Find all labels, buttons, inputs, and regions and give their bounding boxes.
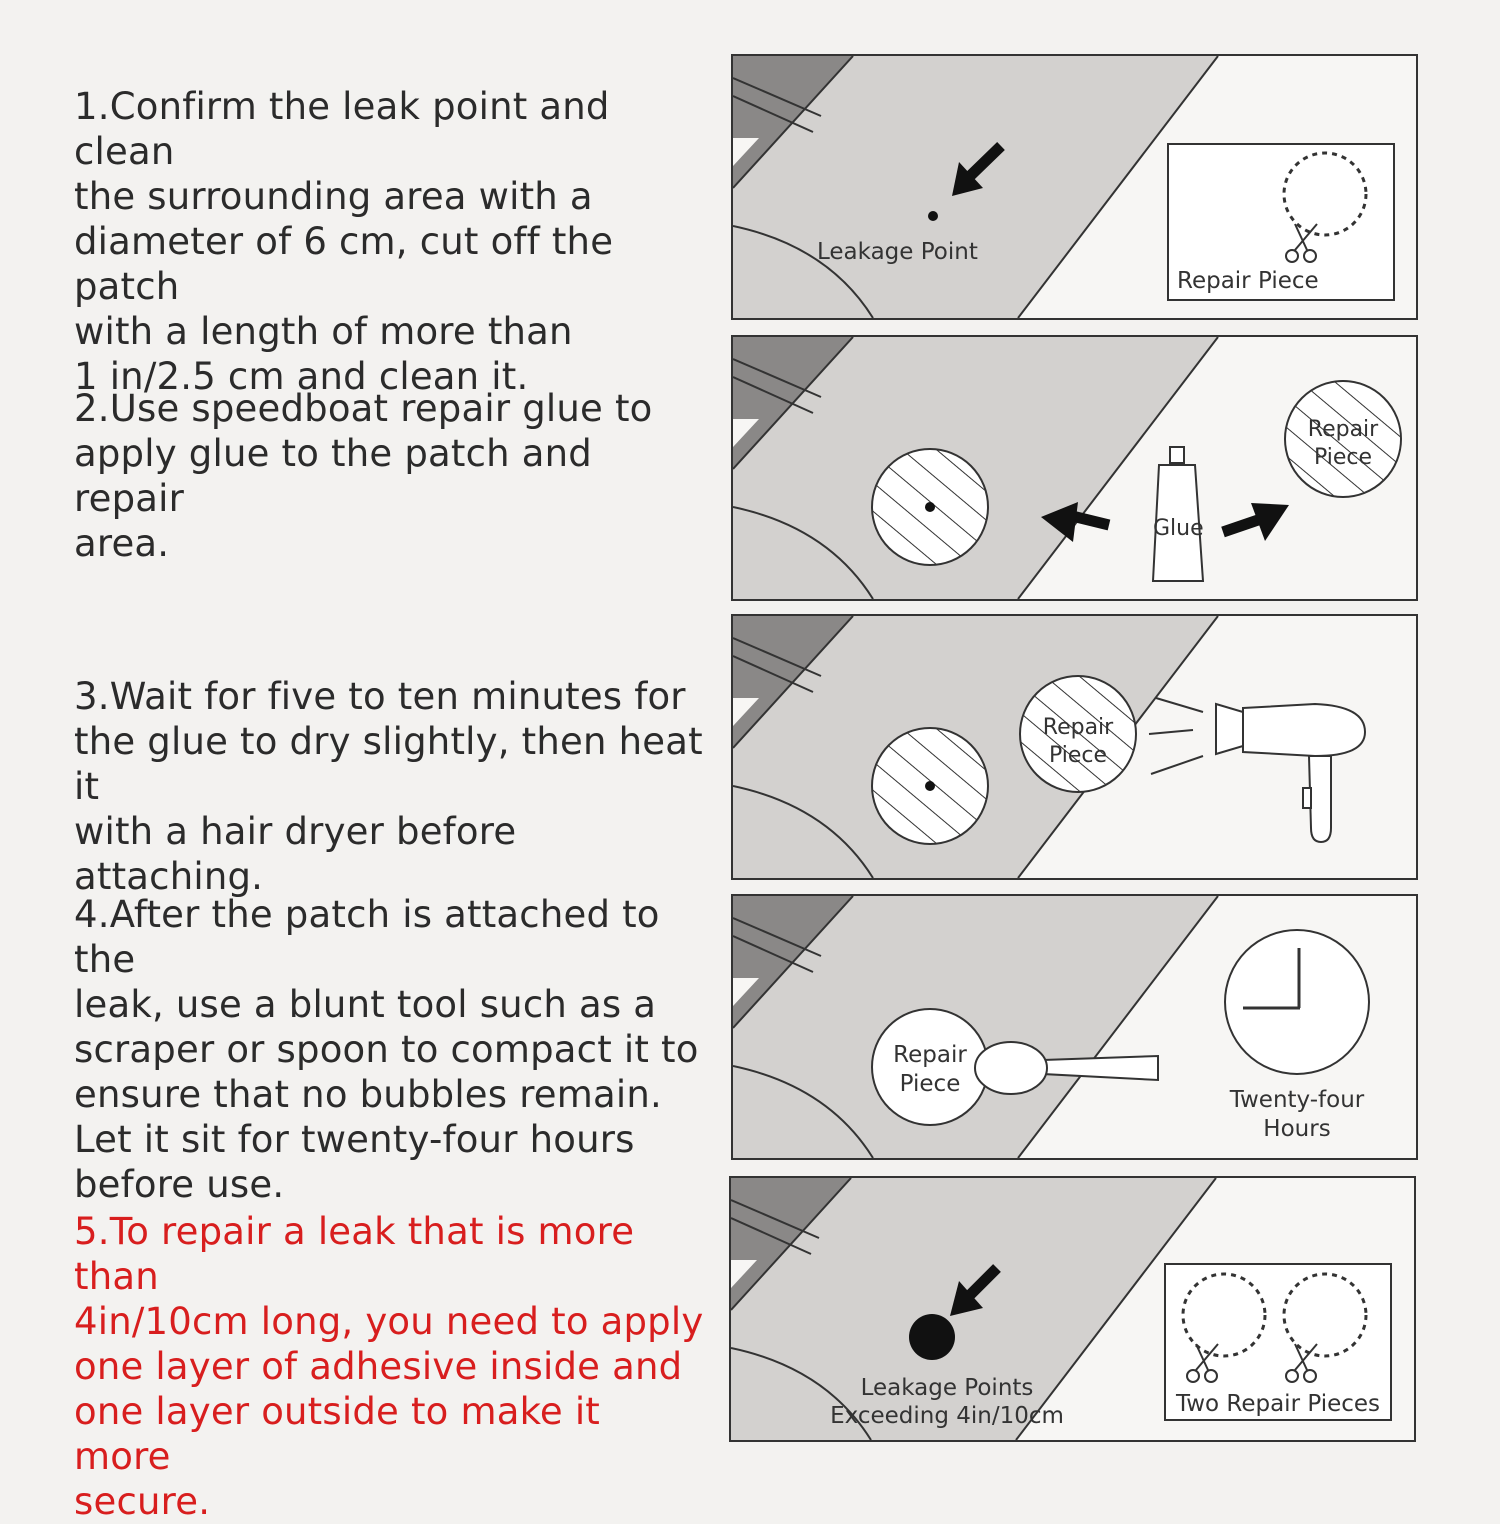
repair-piece-label-line2: Piece: [1048, 743, 1108, 768]
leakage-point-label: Leakage Point: [817, 239, 978, 265]
repair-piece-label-line1: Repair: [893, 1042, 967, 1068]
step-4-illustration: [731, 894, 1418, 1160]
repair-piece-label: Repair Piece: [1177, 268, 1319, 294]
step-3-illustration: [731, 614, 1418, 880]
repair-piece-heated: [1020, 676, 1136, 792]
leak-point-dot: [928, 211, 938, 221]
step-2-text: 2.Use speedboat repair glue to apply glue to the patch and repair area.: [74, 387, 653, 565]
step-2-illustration: [731, 335, 1418, 601]
boat-hull-background: [733, 337, 1218, 599]
glue-label: Glue: [1153, 516, 1204, 541]
step-1-illustration: [731, 54, 1418, 320]
large-leak-point: [909, 1314, 955, 1360]
two-repair-pieces-label: Two Repair Pieces: [1175, 1391, 1381, 1417]
step-3-text: 3.Wait for five to ten minutes for the glue to dry slightly, then heat it with a hair dryer before attaching.: [74, 675, 703, 898]
attached-repair-piece: [872, 1009, 988, 1125]
step-4-text: 4.After the patch is attached to the leak, use a blunt tool such as a scraper or spoon to compact it to ensure that no bubbles remain. Let it sit for twenty-four hours before use.: [74, 893, 699, 1206]
exceeding-label: Exceeding 4in/10cm: [830, 1403, 1064, 1429]
hours-label: Hours: [1263, 1116, 1331, 1142]
step-5-illustration: [729, 1176, 1416, 1442]
repair-piece-label-line1: Repair: [1042, 715, 1114, 740]
leakage-points-label: Leakage Points: [860, 1375, 1034, 1401]
repair-piece-label-line1: Repair: [1307, 417, 1379, 442]
hot-air-lines: [1149, 698, 1203, 774]
repair-piece-label-line2: Piece: [899, 1071, 961, 1097]
repair-piece-label-line2: Piece: [1313, 445, 1373, 470]
boat-hull-background: [733, 896, 1218, 1158]
glued-repair-area: [872, 728, 988, 844]
glue-tube-icon: [1153, 447, 1204, 581]
step-5-text: 5.To repair a leak that is more than 4in/10cm long, you need to apply one layer of adhesive inside and one layer outside to make it more secure.: [74, 1210, 704, 1523]
step-1-text: 1.Confirm the leak point and clean the surrounding area with a diameter of 6 cm, cut off the patch with a length of more than 1 in/2.5 cm and clean it.: [74, 85, 614, 398]
arrow-icon: [1223, 503, 1289, 541]
twenty-four-label: Twenty-four: [1229, 1087, 1365, 1113]
glued-repair-area: [872, 449, 988, 565]
boat-hull-background: [733, 616, 1218, 878]
hair-dryer-icon: [1216, 704, 1365, 842]
repair-piece-glued: [1285, 381, 1401, 497]
clock-icon: [1225, 930, 1369, 1074]
